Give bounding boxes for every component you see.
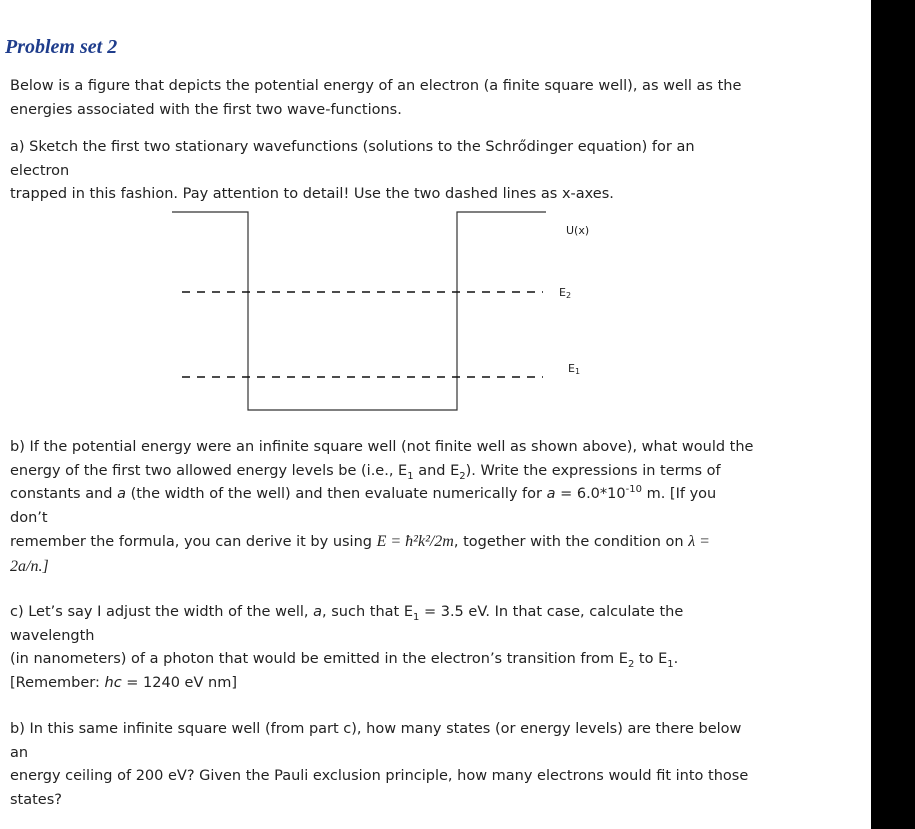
intro-paragraph	[10, 75, 758, 122]
e1-label: E1	[568, 362, 581, 376]
part-b-paragraph	[10, 436, 758, 579]
part-d-paragraph	[10, 718, 758, 812]
part-c-line-3: [Remember: hc = 1240 eV nm]	[10, 674, 237, 691]
part-d-line-1: b) In this same infinite square well (from part c), how many states (or energy levels) are there below an	[10, 721, 742, 761]
part-b-line-1: b) If the potential energy were an infinite square well (not finite well as shown above), what would the	[10, 439, 754, 455]
finite-square-well-figure	[170, 202, 610, 421]
potential-well-outline	[172, 212, 546, 410]
part-b-line-3: constants and a (the width of the well) and then evaluate numerically for $a = 6.0*10^{-10}$ m. [If you don’t	[10, 484, 717, 526]
part-c-paragraph	[10, 601, 758, 695]
part-c-line-1: c) Let’s say I adjust the width of the well, a, such that $E_1 = 3.5$ eV. In that case, calculate the wavelength	[10, 604, 684, 644]
part-b-line-5: 2a/n.]	[10, 557, 49, 575]
page-title: Problem set 2	[5, 36, 118, 58]
part-a-line-1: a) Sketch the first two stationary wavefunctions (solutions to the Schrődinger equation) for an electron	[10, 139, 695, 179]
part-d-line-3: states?	[10, 791, 62, 808]
right-edge-bar	[871, 0, 915, 829]
well-diagram	[170, 202, 610, 417]
part-a-paragraph	[10, 136, 758, 207]
u-of-x-label: U(x)	[566, 224, 590, 237]
part-a-line-2: trapped in this fashion. Pay attention to detail! Use the two dashed lines as x-axes.	[10, 186, 614, 202]
part-d-line-2: energy ceiling of 200 eV? Given the Pauli exclusion principle, how many electrons would fit into those	[10, 768, 749, 784]
part-c-line-2: (in nanometers) of a photon that would be emitted in the electron’s transition from $E_2$ to $E_1$.	[10, 651, 679, 670]
part-b-line-4: remember the formula, you can derive it by using E = ħ²k²/2m, together with the condition on λ =	[10, 533, 710, 550]
intro-line-2: energies associated with the first two wave-functions.	[10, 101, 402, 118]
e2-label: E2	[559, 286, 572, 300]
part-b-line-2: energy of the first two allowed energy levels be (i.e., $E_1$ and $E_2$). Write the expressions in terms of	[10, 462, 721, 482]
intro-line-1: Below is a figure that depicts the potential energy of an electron (a finite square well), as well as the	[10, 78, 742, 94]
